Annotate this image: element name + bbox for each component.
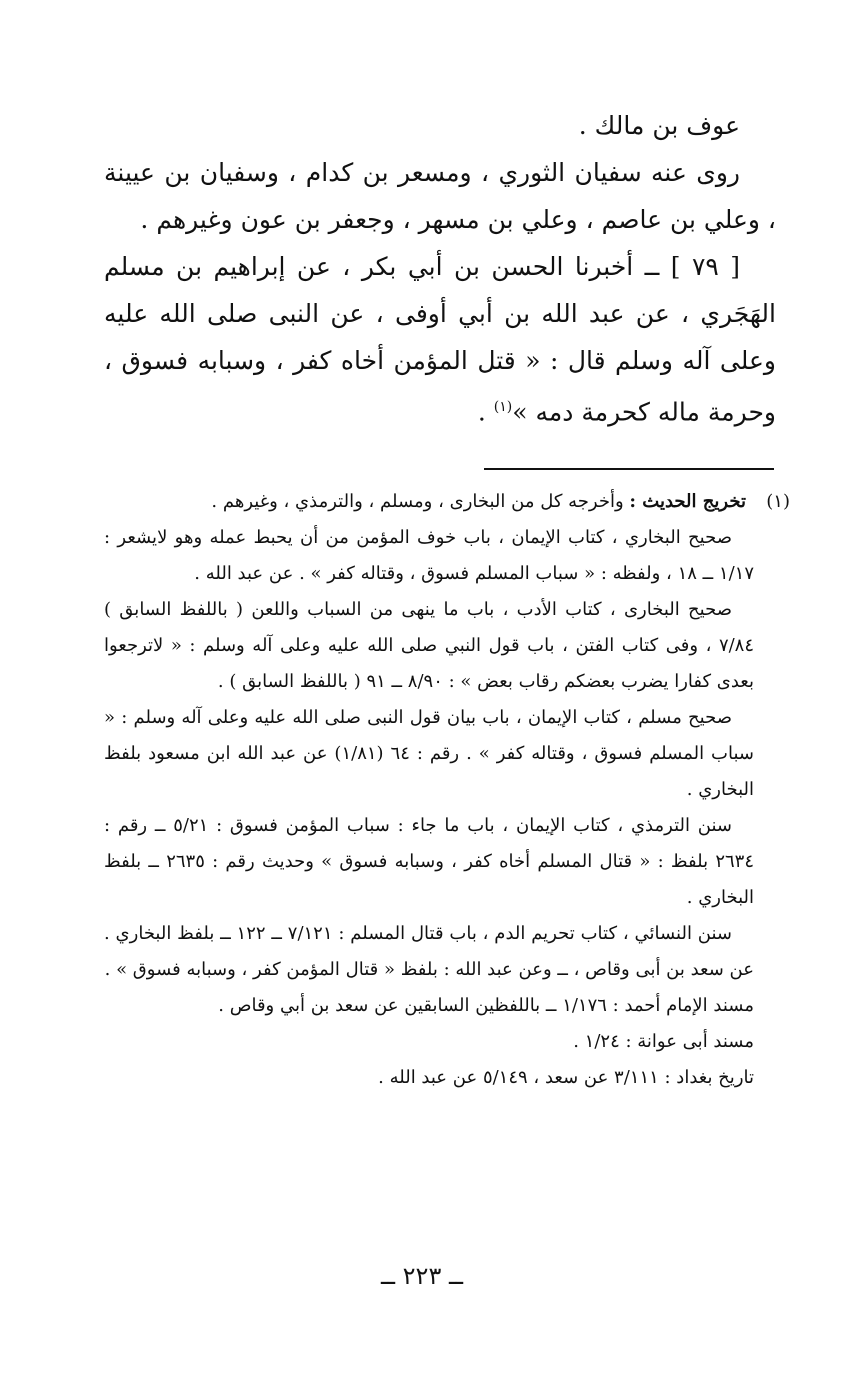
footnote-source-bukhari-2: صحيح البخارى ، كتاب الأدب ، باب ما ينهى من السباب واللعن ( باللفظ السابق ) ٧/٨٤ ، وفى كتاب الفتن ، باب قول النبي صلى الله عليه وعلى آله وسلم : « لاترجعوا بعدى كفارا يضرب بعضكم رقاب بعض » : ٨/٩٠ ــ ٩١ ( باللفظ السابق ) . bbox=[104, 599, 755, 692]
footnote-source-abu-awana: مسند أبى عوانة : ١/٢٤ . bbox=[573, 1031, 754, 1052]
footnote-source-nasai: سنن النسائي ، كتاب تحريم الدم ، باب قتال المسلم : ٧/١٢١ ــ ١٢٢ ــ بلفظ البخاري . عن سعد بن أبى وقاص ، ــ وعن عبد الله : بلفظ « قتال المؤمن كفر ، وسبابه فسوق » . bbox=[104, 923, 754, 980]
footnote-head-text: وأخرجه كل من البخارى ، ومسلم ، والترمذي ، وغيرهم . bbox=[211, 491, 630, 512]
footnote-source-baghdad: تاريخ بغداد : ٣/١١١ عن سعد ، ٥/١٤٩ عن عبد الله . bbox=[378, 1067, 754, 1088]
footnote-label: تخريج الحديث : bbox=[629, 491, 746, 512]
hadith-text: [ ٧٩ ] ــ أخبرنا الحسن بن أبي بكر ، عن إبراهيم بن مسلم الهَجَري ، عن عبد الله بن أبي أوفى ، عن النبى صلى الله عليه وعلى آله وسلم قال : « قتل المؤمن أخاه كفر ، وسبابه فسوق ، وحرمة ماله كحرمة دمه » bbox=[104, 252, 776, 427]
footnote-number: (١) bbox=[766, 491, 790, 512]
paragraph-intro: عوف بن مالك . bbox=[578, 111, 740, 140]
footnote-source-ahmad: مسند الإمام أحمد : ١/١٧٦ ــ باللفظين السابقين عن سعد بن أبي وقاص . bbox=[218, 995, 754, 1016]
paragraph-hadith bbox=[104, 243, 776, 435]
footnote-source-bukhari-1: صحيح البخاري ، كتاب الإيمان ، باب خوف المؤمن من أن يحبط عمله وهو لايشعر : ١/١٧ ــ ١٨ ، ولفظه : « سباب المسلم فسوق ، وقتاله كفر » . عن عبد الله . bbox=[104, 527, 754, 584]
footnote-source-muslim: صحيح مسلم ، كتاب الإيمان ، باب بيان قول النبى صلى الله عليه وعلى آله وسلم : « سباب المسلم فسوق ، وقتاله كفر » . رقم : ٦٤ (١/٨١) عن عبد الله ابن مسعود بلفظ البخاري . bbox=[104, 707, 754, 800]
footnote-ref: (١) bbox=[493, 399, 513, 415]
footnote-1-head bbox=[104, 484, 790, 520]
hadith-end: . bbox=[477, 397, 494, 427]
footnote-divider bbox=[484, 468, 774, 470]
paragraph-narrators: روى عنه سفيان الثوري ، ومسعر بن كدام ، وسفيان بن عيينة ، وعلي بن عاصم ، وعلي بن مسهر ، وجعفر بن عون وغيرهم . bbox=[104, 158, 776, 234]
footnotes bbox=[104, 484, 790, 1096]
footnote-source-tirmidhi: سنن الترمذي ، كتاب الإيمان ، باب ما جاء : سباب المؤمن فسوق : ٥/٢١ ــ رقم : ٢٦٣٤ بلفظ : « قتال المسلم أخاه كفر ، وسبابه فسوق » وحديث رقم : ٢٦٣٥ ــ بلفظ البخاري . bbox=[104, 815, 754, 908]
main-text bbox=[104, 102, 776, 435]
page-number: ــ ٢٢٣ ــ bbox=[380, 1262, 464, 1290]
